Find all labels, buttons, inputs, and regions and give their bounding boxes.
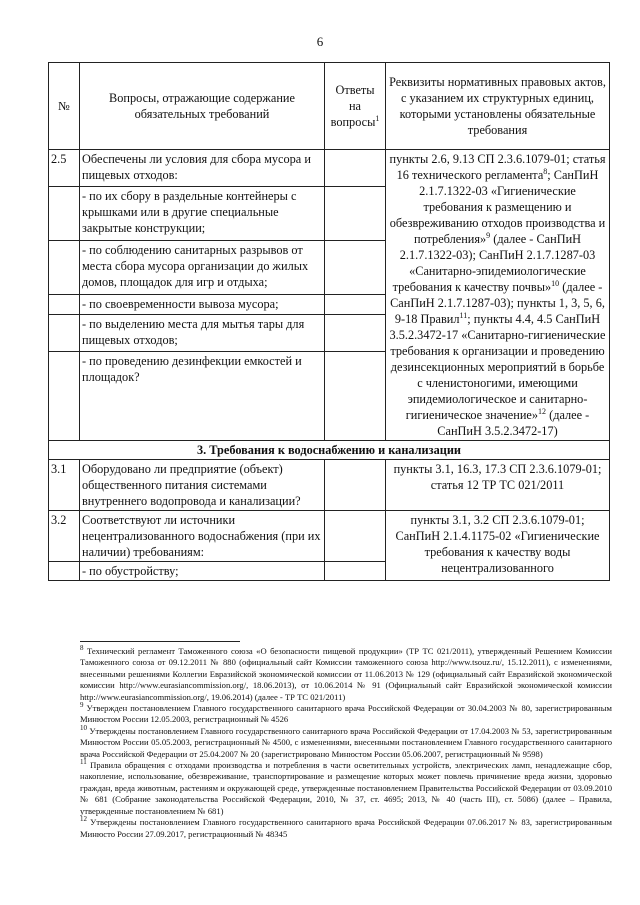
- sub-question: - по их сбору в раздельные контейнеры с крышками или в другие специальные закрытые конструкции;: [80, 187, 325, 241]
- row-number: 2.5: [49, 150, 80, 187]
- table-header-row: [49, 63, 610, 150]
- answer-cell[interactable]: [325, 511, 386, 562]
- section-heading: 3. Требования к водоснабжению и канализации: [49, 441, 610, 460]
- sub-question: - по обустройству;: [80, 562, 325, 581]
- sub-question: - по проведению дезинфекции емкостей и площадок?: [80, 352, 325, 441]
- page-number: 6: [316, 34, 324, 49]
- table-row-3-2-main: [49, 511, 610, 562]
- requisites-cell: пункты 3.1, 3.2 СП 2.3.6.1079-01; СанПиН 2.1.4.1175-02 «Гигиенические требования к качеству воды нецентрализованного: [386, 511, 610, 581]
- requirements-table: [48, 62, 610, 581]
- section-heading-row: [49, 441, 610, 460]
- header-question: Вопросы, отражающие содержание обязательных требований: [80, 63, 325, 150]
- footnote-divider: [80, 641, 240, 642]
- footnote: $^{11}$ Правила обращения с отходами производства и потребления в части осветительных устройств, электрических ламп, ненадлежащие сбор, накопление, использование, обезвреживание, транспортирование и размещение которых может повлечь причинение вреда жизни, здоровью граждан, вреда животным, растениям и окружающей среде, утвержденные постановлением Правительства Российской Федерации от 03.09.2010 № 681 (Собрание законодательства Российской Федерации, 2010, № 37, ст. 4695; 2013, № 40 (часть III), ст. 5086) (далее – Правила, утвержденные постановлением № 681): [80, 758, 612, 816]
- answer-cell[interactable]: [325, 150, 386, 187]
- question-cell: Обеспечены ли условия для сбора мусора и пищевых отходов:: [80, 150, 325, 187]
- footnote-mark-1: 1: [375, 113, 380, 123]
- footnote: $^8$ Технический регламент Таможенного союза «О безопасности пищевой продукции» (ТР ТС 021/2011), утвержденный Решением Комиссии Таможенного союза от 09.12.2011 № 880 (официальный сайт Комиссии таможенного союза http://www.tsouz.ru/, 15.12.2011), с изменениями, внесенными решениями Коллегии Евразийской экономической комиссии от 11.06.2013 № 129 (официальный сайт Евразийской экономической комиссии http://www.eurasiancommission.org/, 18.06.2013), от 10.06.2014 № 91 (Официальный сайт Евразийской экономической комиссии http://www.eurasiancommission.org/, 19.06.2014) (далее - ТР ТС 021/2011): [80, 644, 612, 702]
- answer-cell[interactable]: [325, 352, 386, 441]
- answer-cell[interactable]: [325, 187, 386, 241]
- row-number: 3.1: [49, 460, 80, 511]
- sub-question: - по соблюдению санитарных разрывов от места сбора мусора организации до жилых домов, площадок для игр и отдыха;: [80, 240, 325, 294]
- footnote: $^9$ Утвержден постановлением Главного государственного санитарного врача Российской Федерации от 30.04.2003 № 80, зарегистрированным Минюстом России 12.05.2003, регистрационный № 4526: [80, 701, 612, 725]
- header-answers: [325, 63, 386, 150]
- question-cell: Оборудовано ли предприятие (объект) общественного питания системами внутреннего водопровода и канализации?: [80, 460, 325, 511]
- row-number: 3.2: [49, 511, 80, 562]
- header-requisites: Реквизиты нормативных правовых актов, с указанием их структурных единиц, которыми установлены обязательные требования: [386, 63, 610, 150]
- requisites-cell: пункты 2.6, 9.13 СП 2.3.6.1079-01; статья 16 технического регламента$^8$; СанПиН 2.1.7.1322-03 «Гигиенические требования к размещению и обезвреживанию отходов производства и потребления»$^9$ (далее - СанПиН 2.1.7.1322-03); СанПиН 2.1.7.1287-03 «Санитарно-эпидемиологические требования к качеству почвы»$^{10}$ (далее - СанПиН 2.1.7.1287-03); пункты 1, 3, 5, 6, 9-18 Правил$^{11}$; пункты 4.4, 4.5 СанПиН 3.5.2.3472-17 «Санитарно-гигиенические требования к организации и проведению дезинсекционных мероприятий в борьбе с членистоногими, имеющими эпидемиологическое и санитарно-гигиеническое значение»$^{12}$ (далее - СанПиН 3.5.2.3472-17): [386, 150, 610, 441]
- answer-cell[interactable]: [325, 240, 386, 294]
- footnote: $^{12}$ Утверждены постановлением Главного государственного санитарного врача Российской Федерации 07.06.2017 № 83, зарегистрированным Минюсто России 27.09.2017, регистрационный № 48345: [80, 815, 612, 839]
- answer-cell[interactable]: [325, 562, 386, 581]
- header-number: №: [49, 63, 80, 150]
- answer-cell[interactable]: [325, 314, 386, 351]
- table-row-3-1: [49, 460, 610, 511]
- footnotes: [80, 646, 612, 840]
- header-answers-label: Ответы на вопросы: [330, 83, 376, 129]
- footnote: $^{10}$ Утверждены постановлением Главного государственного санитарного врача Российской Федерации от 17.04.2003 № 53, зарегистрированным Минюстом России 05.05.2003, регистрационный № 4500, с изменениями, внесенными постановлением Главного государственного санитарного врача Российской Федерации от 25.04.2007 № 20 (зарегистрировано Минюстом России 05.06.2007, регистрационный № 9598): [80, 723, 612, 759]
- requisites-cell: пункты 3.1, 16.3, 17.3 СП 2.3.6.1079-01; статья 12 ТР ТС 021/2011: [386, 460, 610, 511]
- question-cell: Соответствуют ли источники нецентрализованного водоснабжения (при их наличии) требованиям:: [80, 511, 325, 562]
- sub-question: - по своевременности вывоза мусора;: [80, 294, 325, 314]
- answer-cell[interactable]: [325, 294, 386, 314]
- sub-question: - по выделению места для мытья тары для пищевых отходов;: [80, 314, 325, 351]
- answer-cell[interactable]: [325, 460, 386, 511]
- table-row-2-5-main: [49, 150, 610, 187]
